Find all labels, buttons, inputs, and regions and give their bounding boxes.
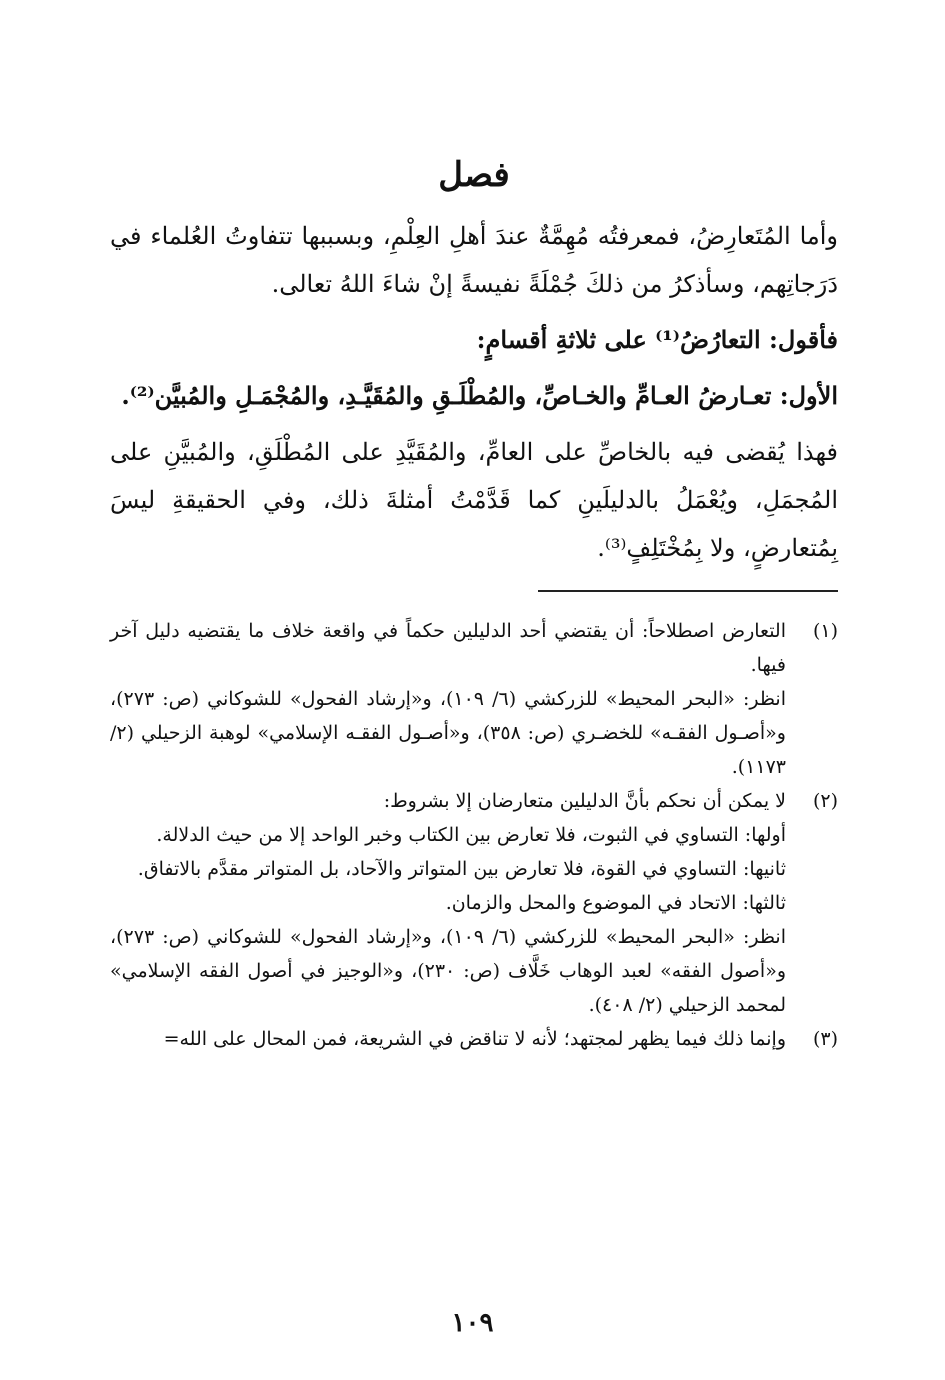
book-page xyxy=(110,150,838,1056)
section-heading: فصل xyxy=(438,155,510,195)
page-number: ١٠٩ xyxy=(451,1308,494,1338)
footnote-body xyxy=(110,784,786,1022)
footnote-number: (١) xyxy=(812,620,838,642)
explanation-paragraph: فهذا يُقضى فيه بالخاصِّ على العامِّ، والمُقَيَّدِ على المُطْلَقِ، والمُبيَّنِ على المُجمَلِ، ويُعْمَلُ بالدليلَينِ كما قَدَّمْتُ أمثلةَ ذلك، وفي الحقيقةِ ليسَ بِمُتعارضٍ، ولا بِمُخْتَلِفٍ⁽³⁾. xyxy=(110,438,838,562)
intro-paragraph: وأما المُتَعارِضُ، فمعرفتُه مُهِمَّةٌ عندَ أهلِ العِلْمِ، وبسببها تتفاوتُ العُلماء في دَرَجاتِهم، وسأذكرُ من ذلكَ جُمْلَةً نفيسةً إنْ شاءَ اللهُ تعالى. xyxy=(110,222,838,298)
footnote-line: وإنما ذلك فيما يظهر لمجتهد؛ لأنه لا تناقض في الشريعة، فمن المحال على الله= xyxy=(163,1028,786,1050)
division-statement: فأقول: التعارُضُ⁽¹⁾ على ثلاثةِ أقسامٍ: xyxy=(476,325,838,354)
first-division-paragraph: الأول: تعـارضُ العـامِّ والخـاصِّ، والمُطْلَـقِ والمُقَيَّـدِ، والمُجْمَـلِ والمُبيَّن⁽²⁾. xyxy=(121,381,838,410)
footnote-number: (٢) xyxy=(812,790,838,812)
footnote-3 xyxy=(110,1022,838,1056)
footnote-number: (٣) xyxy=(812,1028,838,1050)
footnote-1 xyxy=(110,614,838,784)
footnote-line: انظر: «البحر المحيط» للزركشي (٦/ ١٠٩)، و«إرشاد الفحول» للشوكاني (ص: ٢٧٣)، و«أصول الفقه» لعبد الوهاب خَلَّاف (ص: ٢٣٠)، و«الوجيز في أصول الفقه الإسلامي» لمحمد الزحيلي (٢/ ٤٠٨). xyxy=(110,926,787,1016)
footnote-line: ثانيها: التساوي في القوة، فلا تعارض بين المتواتر والآحاد، بل المتواتر مقدَّم بالاتفاق. xyxy=(137,858,786,880)
footnote-line: التعارض اصطلاحاً: أن يقتضي أحد الدليلين حكماً في واقعة خلاف ما يقتضيه دليل آخر فيها. xyxy=(110,620,786,676)
footnote-divider xyxy=(538,590,838,592)
footnote-line: انظر: «البحر المحيط» للزركشي (٦/ ١٠٩)، و«إرشاد الفحول» للشوكاني (ص: ٢٧٣)، و«أصـول الفقـه» للخضـري (ص: ٣٥٨)، و«أصـول الفقـه الإسلامي» لوهبة الزحيلي (٢/ ١١٧٣). xyxy=(110,688,786,778)
footnote-body xyxy=(110,1022,786,1056)
footnote-line: ثالثها: الاتحاد في الموضوع والمحل والزمان. xyxy=(445,892,786,914)
footnotes-section xyxy=(110,614,838,1056)
footnote-line: لا يمكن أن نحكم بأنَّ الدليلين متعارضان إلا بشروط: xyxy=(383,790,786,812)
footnote-2 xyxy=(110,784,838,1022)
footnote-line: أولها: التساوي في الثبوت، فلا تعارض بين الكتاب وخبر الواحد إلا من حيث الدلالة. xyxy=(156,824,786,846)
footnote-body xyxy=(110,614,786,784)
